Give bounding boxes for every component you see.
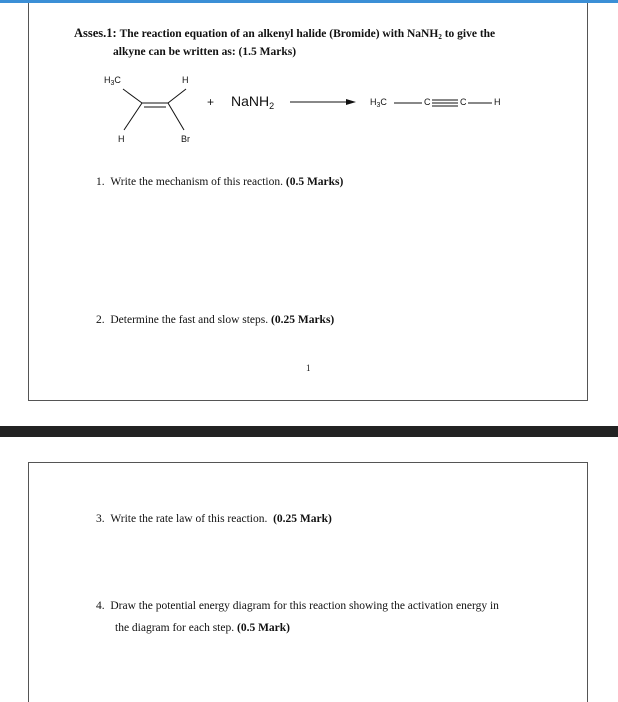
reactant-h-bottom-label: H	[118, 134, 125, 144]
question-4-line2: the diagram for each step. (0.5 Mark)	[115, 622, 290, 634]
assessment-intro-line2: alkyne can be written as: (1.5 Marks)	[113, 46, 297, 58]
product-carbon-1: C	[424, 97, 431, 107]
reactant-h-top-label: H	[182, 75, 189, 85]
reagent-nanh2: NaNH$_2$	[231, 93, 275, 111]
question-2: 2. Determine the fast and slow steps. (0.25 Marks)	[96, 314, 335, 326]
document-page-2	[28, 462, 588, 702]
reactant-br-label: Br	[181, 134, 190, 144]
page-separator	[0, 426, 618, 437]
question-4: 4. Draw the potential energy diagram for this reaction showing the activation energy in	[96, 600, 499, 612]
assessment-title: Asses.1:	[74, 26, 117, 40]
assessment-intro: The reaction equation of an alkenyl halide (Bromide) with NaNH$_2$ to give the	[119, 28, 496, 41]
question-1: 1. Write the mechanism of this reaction. (0.5 Marks)	[96, 176, 344, 188]
product-carbon-2: C	[460, 97, 467, 107]
reactant-methyl-label: $H_3C$	[104, 75, 121, 87]
page-number: 1	[306, 363, 311, 373]
propyne-structure	[0, 0, 618, 200]
product-terminal-h: H	[494, 97, 501, 107]
plus-sign: +	[207, 95, 215, 109]
question-3: 3. Write the rate law of this reaction. (0.25 Mark)	[96, 513, 332, 525]
product-methyl-label: $H_3C$	[370, 97, 387, 109]
